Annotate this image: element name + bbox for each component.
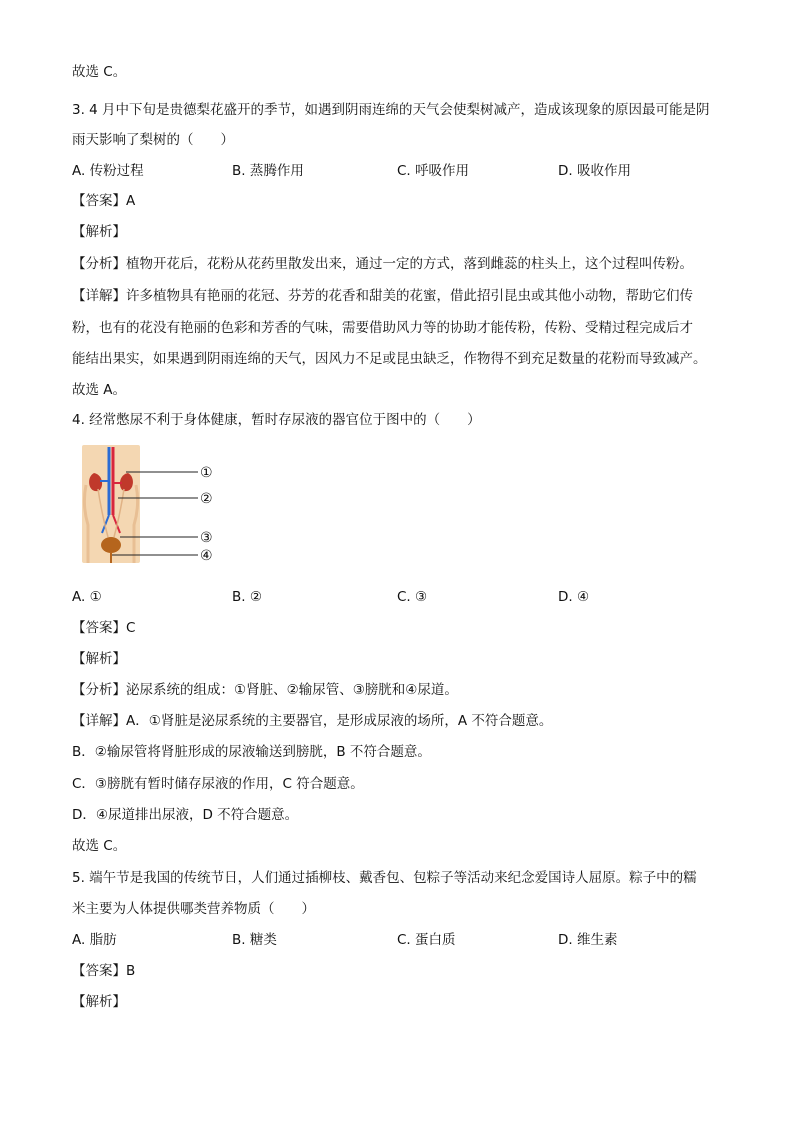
urinary-system-diagram — [82, 445, 242, 567]
fenxi-tag: 【分析】 — [72, 682, 126, 698]
analysis-heading: 【解析】 — [72, 651, 126, 667]
option-c: C. 蛋白质 — [397, 932, 456, 948]
xiangjie-text: A．①肾脏是泌尿系统的主要器官，是形成尿液的场所，A 不符合题意。 — [126, 713, 553, 729]
detail-line-a — [72, 711, 552, 731]
option-d: D. 吸收作用 — [558, 163, 631, 179]
question-5-options — [72, 930, 732, 950]
fenxi-text: 植物开花后，花粉从花药里散发出来，通过一定的方式，落到雌蕊的柱头上，这个过程叫传粉。 — [126, 256, 693, 272]
question-3-options — [72, 161, 732, 181]
conclusion-line: 故选 C。 — [72, 64, 127, 80]
answer-value: B — [126, 963, 136, 979]
fenxi-tag: 【分析】 — [72, 256, 126, 272]
bladder-shape — [101, 537, 121, 553]
answer-line — [72, 191, 135, 211]
analysis-fenxi — [72, 680, 458, 700]
option-a: A. 脂肪 — [72, 932, 117, 948]
detail-line-b: B．②输尿管将肾脏形成的尿液输送到膀胱，B 不符合题意。 — [72, 744, 431, 760]
answer-tag: 【答案】 — [72, 963, 126, 979]
question-5-text-line-1: 5. 端午节是我国的传统节日，人们通过插柳枝、戴香包、包粽子等活动来纪念爱国诗人屈原。粽子中的糯 — [72, 870, 697, 886]
question-5-text-line-2: 米主要为人体提供哪类营养物质（ ） — [72, 901, 315, 917]
xiangjie-tag: 【详解】 — [72, 288, 126, 304]
answer-tag: 【答案】 — [72, 620, 126, 636]
answer-line — [72, 618, 135, 638]
answer-value: A — [126, 193, 136, 209]
option-c: C. 呼吸作用 — [397, 163, 470, 179]
analysis-heading: 【解析】 — [72, 994, 126, 1010]
option-b: B. 蒸腾作用 — [232, 163, 304, 179]
option-b: B. ② — [232, 589, 262, 605]
analysis-heading: 【解析】 — [72, 224, 126, 240]
detail-line-c: C．③膀胱有暂时储存尿液的作用，C 符合题意。 — [72, 776, 364, 792]
answer-line — [72, 961, 135, 981]
conclusion-line: 故选 C。 — [72, 838, 127, 854]
detail-line-1 — [72, 286, 693, 306]
fenxi-text: 泌尿系统的组成：①肾脏、②输尿管、③膀胱和④尿道。 — [126, 682, 458, 698]
question-4-text: 4. 经常憋尿不利于身体健康，暂时存尿液的器官位于图中的（ ） — [72, 412, 481, 428]
detail-line-2: 粉，也有的花没有艳丽的色彩和芳香的气味，需要借助风力等的协助才能传粉，传粉、受精过程完成后才 — [72, 320, 693, 336]
question-4-options — [72, 587, 732, 607]
urinary-system-figure — [82, 445, 242, 567]
figure-label-2: ② — [200, 491, 213, 507]
figure-label-4: ④ — [200, 548, 213, 564]
answer-tag: 【答案】 — [72, 193, 126, 209]
answer-value: C — [126, 620, 136, 636]
option-d: D. ④ — [558, 589, 590, 605]
option-a: A. 传粉过程 — [72, 163, 144, 179]
option-d: D. 维生素 — [558, 932, 618, 948]
option-b: B. 糖类 — [232, 932, 277, 948]
xiangjie-tag: 【详解】 — [72, 713, 126, 729]
question-3-text-line-2: 雨天影响了梨树的（ ） — [72, 132, 234, 148]
detail-line-3: 能结出果实，如果遇到阴雨连绵的天气，因风力不足或昆虫缺乏，作物得不到充足数量的花粉而导致减产。 — [72, 351, 707, 367]
option-c: C. ③ — [397, 589, 428, 605]
detail-line-d: D．④尿道排出尿液，D 不符合题意。 — [72, 807, 299, 823]
question-3-text-line-1: 3. 4 月中下旬是贵德梨花盛开的季节，如遇到阴雨连绵的天气会使梨树减产，造成该现象的原因最可能是阴 — [72, 102, 710, 118]
figure-label-3: ③ — [200, 530, 213, 546]
conclusion-line: 故选 A。 — [72, 382, 127, 398]
analysis-fenxi — [72, 254, 693, 274]
xiangjie-text: 许多植物具有艳丽的花冠、芬芳的花香和甜美的花蜜，借此招引昆虫或其他小动物，帮助它们传 — [126, 288, 693, 304]
figure-label-1: ① — [200, 465, 213, 481]
option-a: A. ① — [72, 589, 102, 605]
